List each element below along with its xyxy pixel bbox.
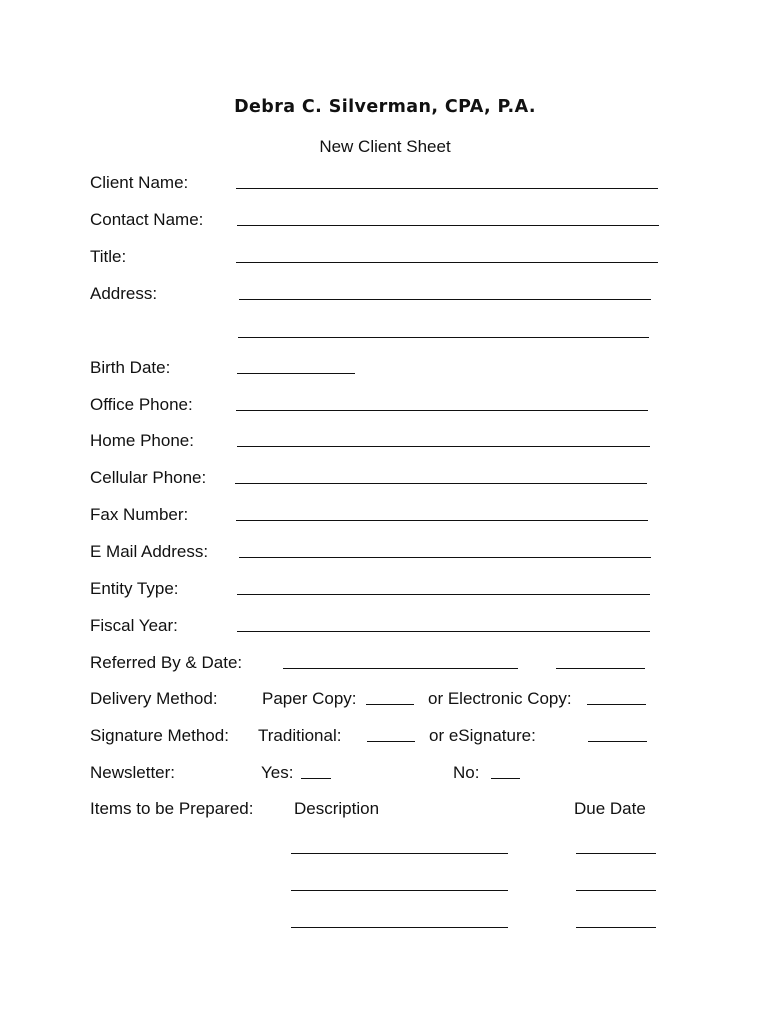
referred-by-label: Referred By & Date: — [90, 653, 243, 672]
item-due-date-field[interactable] — [576, 853, 656, 854]
traditional-label: Traditional: — [258, 726, 342, 745]
newsletter-yes-field[interactable] — [301, 778, 331, 779]
item-description-field[interactable] — [291, 890, 508, 891]
address-line-2-field[interactable] — [238, 337, 649, 338]
fiscal-year-field[interactable] — [237, 631, 650, 632]
cellular-phone-field[interactable] — [235, 483, 647, 484]
fax-number-label: Fax Number: — [90, 505, 189, 524]
home-phone-field[interactable] — [237, 446, 650, 447]
esignature-field[interactable] — [588, 741, 647, 742]
firm-name: Debra C. Silverman, CPA, P.A. — [234, 97, 536, 117]
entity-type-label: Entity Type: — [90, 579, 179, 598]
item-due-date-field[interactable] — [576, 890, 656, 891]
esignature-label: or eSignature: — [429, 726, 536, 745]
newsletter-no-field[interactable] — [491, 778, 520, 779]
item-due-date-field[interactable] — [576, 927, 656, 928]
email-address-label: E Mail Address: — [90, 542, 209, 561]
fiscal-year-label: Fiscal Year: — [90, 616, 178, 635]
signature-method-label: Signature Method: — [90, 726, 229, 745]
address-label: Address: — [90, 284, 158, 303]
electronic-copy-field[interactable] — [587, 704, 646, 705]
home-phone-label: Home Phone: — [90, 431, 194, 450]
item-description-field[interactable] — [291, 927, 508, 928]
traditional-field[interactable] — [367, 741, 415, 742]
paper-copy-field[interactable] — [366, 704, 414, 705]
title-field[interactable] — [236, 262, 658, 263]
office-phone-label: Office Phone: — [90, 395, 193, 414]
birth-date-field[interactable] — [237, 373, 355, 374]
client-name-field[interactable] — [236, 188, 658, 189]
referred-date-field[interactable] — [556, 668, 645, 669]
contact-name-field[interactable] — [237, 225, 659, 226]
items-prepared-label: Items to be Prepared: — [90, 799, 254, 818]
email-address-field[interactable] — [239, 557, 651, 558]
cellular-phone-label: Cellular Phone: — [90, 468, 207, 487]
newsletter-yes-label: Yes: — [261, 763, 294, 782]
paper-copy-label: Paper Copy: — [262, 689, 357, 708]
birth-date-label: Birth Date: — [90, 358, 171, 377]
delivery-method-label: Delivery Method: — [90, 689, 218, 708]
client-name-label: Client Name: — [90, 173, 189, 192]
item-description-field[interactable] — [291, 853, 508, 854]
form-title: New Client Sheet — [319, 137, 451, 156]
contact-name-label: Contact Name: — [90, 210, 204, 229]
address-line-1-field[interactable] — [239, 299, 651, 300]
fax-number-field[interactable] — [236, 520, 648, 521]
newsletter-no-label: No: — [453, 763, 480, 782]
office-phone-field[interactable] — [236, 410, 648, 411]
description-header: Description — [294, 799, 380, 818]
referred-by-field[interactable] — [283, 668, 518, 669]
due-date-header: Due Date — [574, 799, 646, 818]
electronic-copy-label: or Electronic Copy: — [428, 689, 572, 708]
title-label: Title: — [90, 247, 127, 266]
entity-type-field[interactable] — [237, 594, 650, 595]
newsletter-label: Newsletter: — [90, 763, 176, 782]
